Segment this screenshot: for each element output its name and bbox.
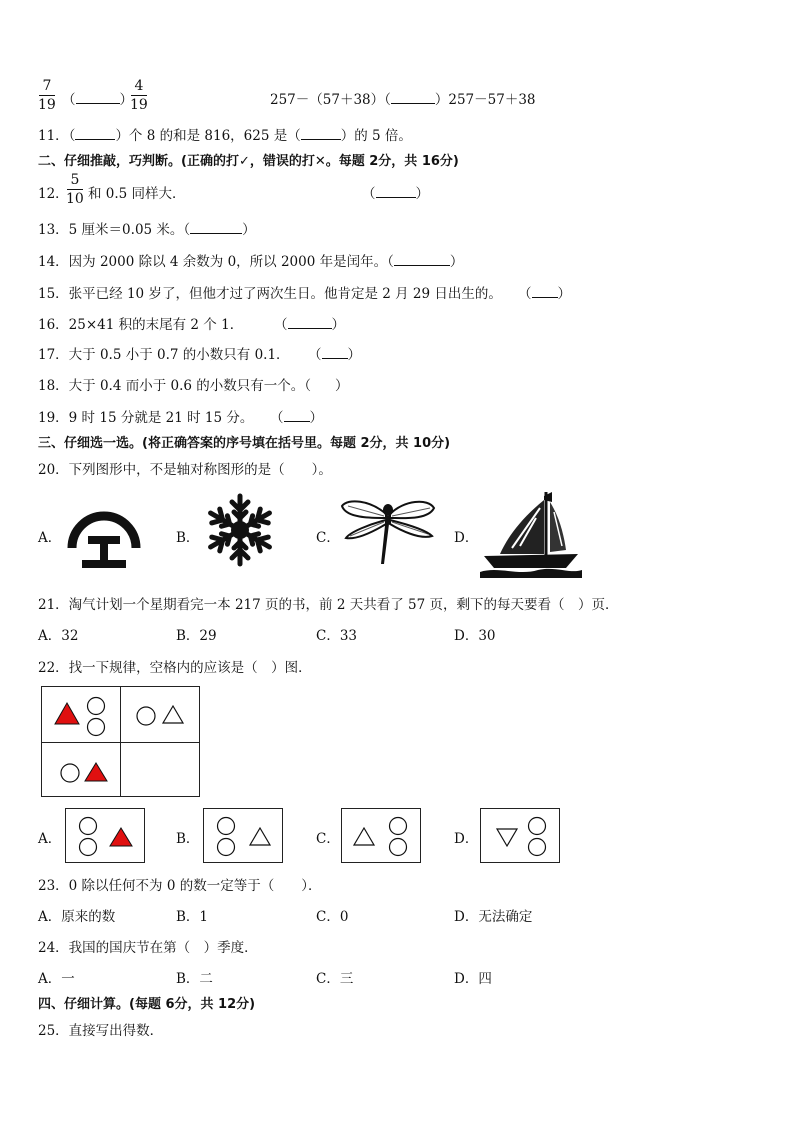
section-3-title: 三、仔细选一选。(将正确答案的序号填在括号里。每题 2分，共 10分) (38, 436, 451, 451)
q22-option-a-figure[interactable] (65, 808, 145, 863)
snowflake-icon (202, 492, 278, 568)
red-triangle-icon (55, 703, 79, 724)
circle-icon (80, 839, 97, 856)
question-18[interactable]: 18．大于 0.4 而小于 0.6 的小数只有一个。（ ） (38, 378, 349, 394)
q15-answer-blank[interactable]: （ ） (518, 286, 571, 302)
inverted-triangle-icon (497, 829, 517, 846)
q10-expression[interactable]: 257－（57＋38）（ ）257－57＋38 (270, 92, 536, 108)
fraction-left: 7 19 (38, 78, 56, 113)
q12-label: 12． (38, 186, 69, 202)
triangle-icon (163, 706, 183, 723)
q24-option-b[interactable]: B．二 (176, 971, 213, 987)
circle-icon (218, 839, 235, 856)
circle-icon (80, 818, 97, 835)
circle-icon (61, 764, 79, 782)
question-21-text: 21．淘气计划一个星期看完一本 217 页的书，前 2 天共看了 57 页，剩下的每天要看（ ）页． (38, 597, 619, 613)
q23-option-b[interactable]: B．1 (176, 909, 209, 925)
section-4-title: 四、仔细计算。(每题 6分，共 12分) (38, 997, 256, 1012)
q20-option-b[interactable]: B． (176, 530, 200, 546)
q24-option-a[interactable]: A．一 (38, 971, 75, 987)
q22-option-d-figure[interactable] (480, 808, 560, 863)
q21-option-d[interactable]: D．30 (454, 628, 496, 644)
q20-option-d[interactable]: D． (454, 530, 479, 546)
q10-compare-blank-1[interactable]: （ ） (62, 92, 133, 108)
triangle-icon (354, 828, 374, 845)
q12-fraction: 5 10 (66, 172, 84, 207)
q22-option-b[interactable]: B． (176, 831, 200, 847)
q12-answer-blank[interactable]: （ ） (362, 186, 429, 202)
q20-option-a[interactable]: A． (38, 530, 62, 546)
sailboat-icon (478, 488, 582, 578)
circle-icon (390, 818, 407, 835)
q17-answer-blank[interactable]: （ ） (308, 347, 361, 363)
q20-option-c[interactable]: C． (316, 530, 340, 546)
fraction-right: 4 19 (130, 78, 148, 113)
q21-option-a[interactable]: A．32 (38, 628, 79, 644)
question-20-text: 20．下列图形中，不是轴对称图形的是（ ）。 (38, 462, 332, 478)
q23-option-a[interactable]: A．原来的数 (38, 909, 116, 925)
circle-icon (218, 818, 235, 835)
arch-symbol-icon (64, 496, 144, 570)
question-24-text: 24．我国的国庆节在第（ ）季度． (38, 940, 258, 956)
q16-answer-blank[interactable]: （ ） (274, 317, 345, 333)
circle-icon (137, 707, 155, 725)
q22-option-b-figure[interactable] (203, 808, 283, 863)
q22-option-c-figure[interactable] (341, 808, 421, 863)
question-22-text: 22．找一下规律，空格内的应该是（ ）图． (38, 660, 312, 676)
circle-icon (529, 839, 546, 856)
q24-option-c[interactable]: C．三 (316, 971, 354, 987)
question-25-text: 25．直接写出得数． (38, 1023, 164, 1039)
circle-icon (390, 839, 407, 856)
question-16-text: 16．25×41 积的末尾有 2 个 1． (38, 317, 244, 333)
question-15-text: 15．张平已经 10 岁了，但他才过了两次生日。他肯定是 2 月 29 日出生的。 (38, 286, 502, 302)
red-triangle-icon (85, 763, 107, 781)
q12-text: 和 0.5 同样大． (88, 186, 186, 202)
circle-icon (88, 698, 105, 715)
pattern-grid (41, 686, 200, 797)
q22-option-a[interactable]: A． (38, 831, 62, 847)
dragonfly-icon (340, 494, 436, 568)
q23-option-d[interactable]: D．无法确定 (454, 909, 533, 925)
q19-answer-blank[interactable]: （ ） (270, 410, 323, 426)
circle-icon (529, 818, 546, 835)
question-19-text: 19．9 时 15 分就是 21 时 15 分。 (38, 410, 254, 426)
triangle-icon (250, 828, 270, 845)
q21-option-c[interactable]: C．33 (316, 628, 358, 644)
question-17-text: 17．大于 0.5 小于 0.7 的小数只有 0.1． (38, 347, 290, 363)
q22-option-d[interactable]: D． (454, 831, 479, 847)
question-13[interactable]: 13．5 厘米＝0.05 米。（ ） (38, 222, 256, 238)
circle-icon (88, 719, 105, 736)
red-triangle-icon (110, 828, 132, 846)
question-23-text: 23．0 除以任何不为 0 的数一定等于（ ）． (38, 878, 322, 894)
question-11[interactable]: 11．（ ）个 8 的和是 816，625 是（ ）的 5 倍。 (38, 128, 412, 144)
section-2-title: 二、仔细推敲，巧判断。(正确的打✓，错误的打✕。每题 2分，共 16分) (38, 154, 459, 169)
q24-option-d[interactable]: D．四 (454, 971, 492, 987)
q21-option-b[interactable]: B．29 (176, 628, 217, 644)
q22-option-c[interactable]: C． (316, 831, 340, 847)
question-14[interactable]: 14．因为 2000 除以 4 余数为 0，所以 2000 年是闰年。（ ） (38, 254, 464, 270)
q23-option-c[interactable]: C．0 (316, 909, 349, 925)
